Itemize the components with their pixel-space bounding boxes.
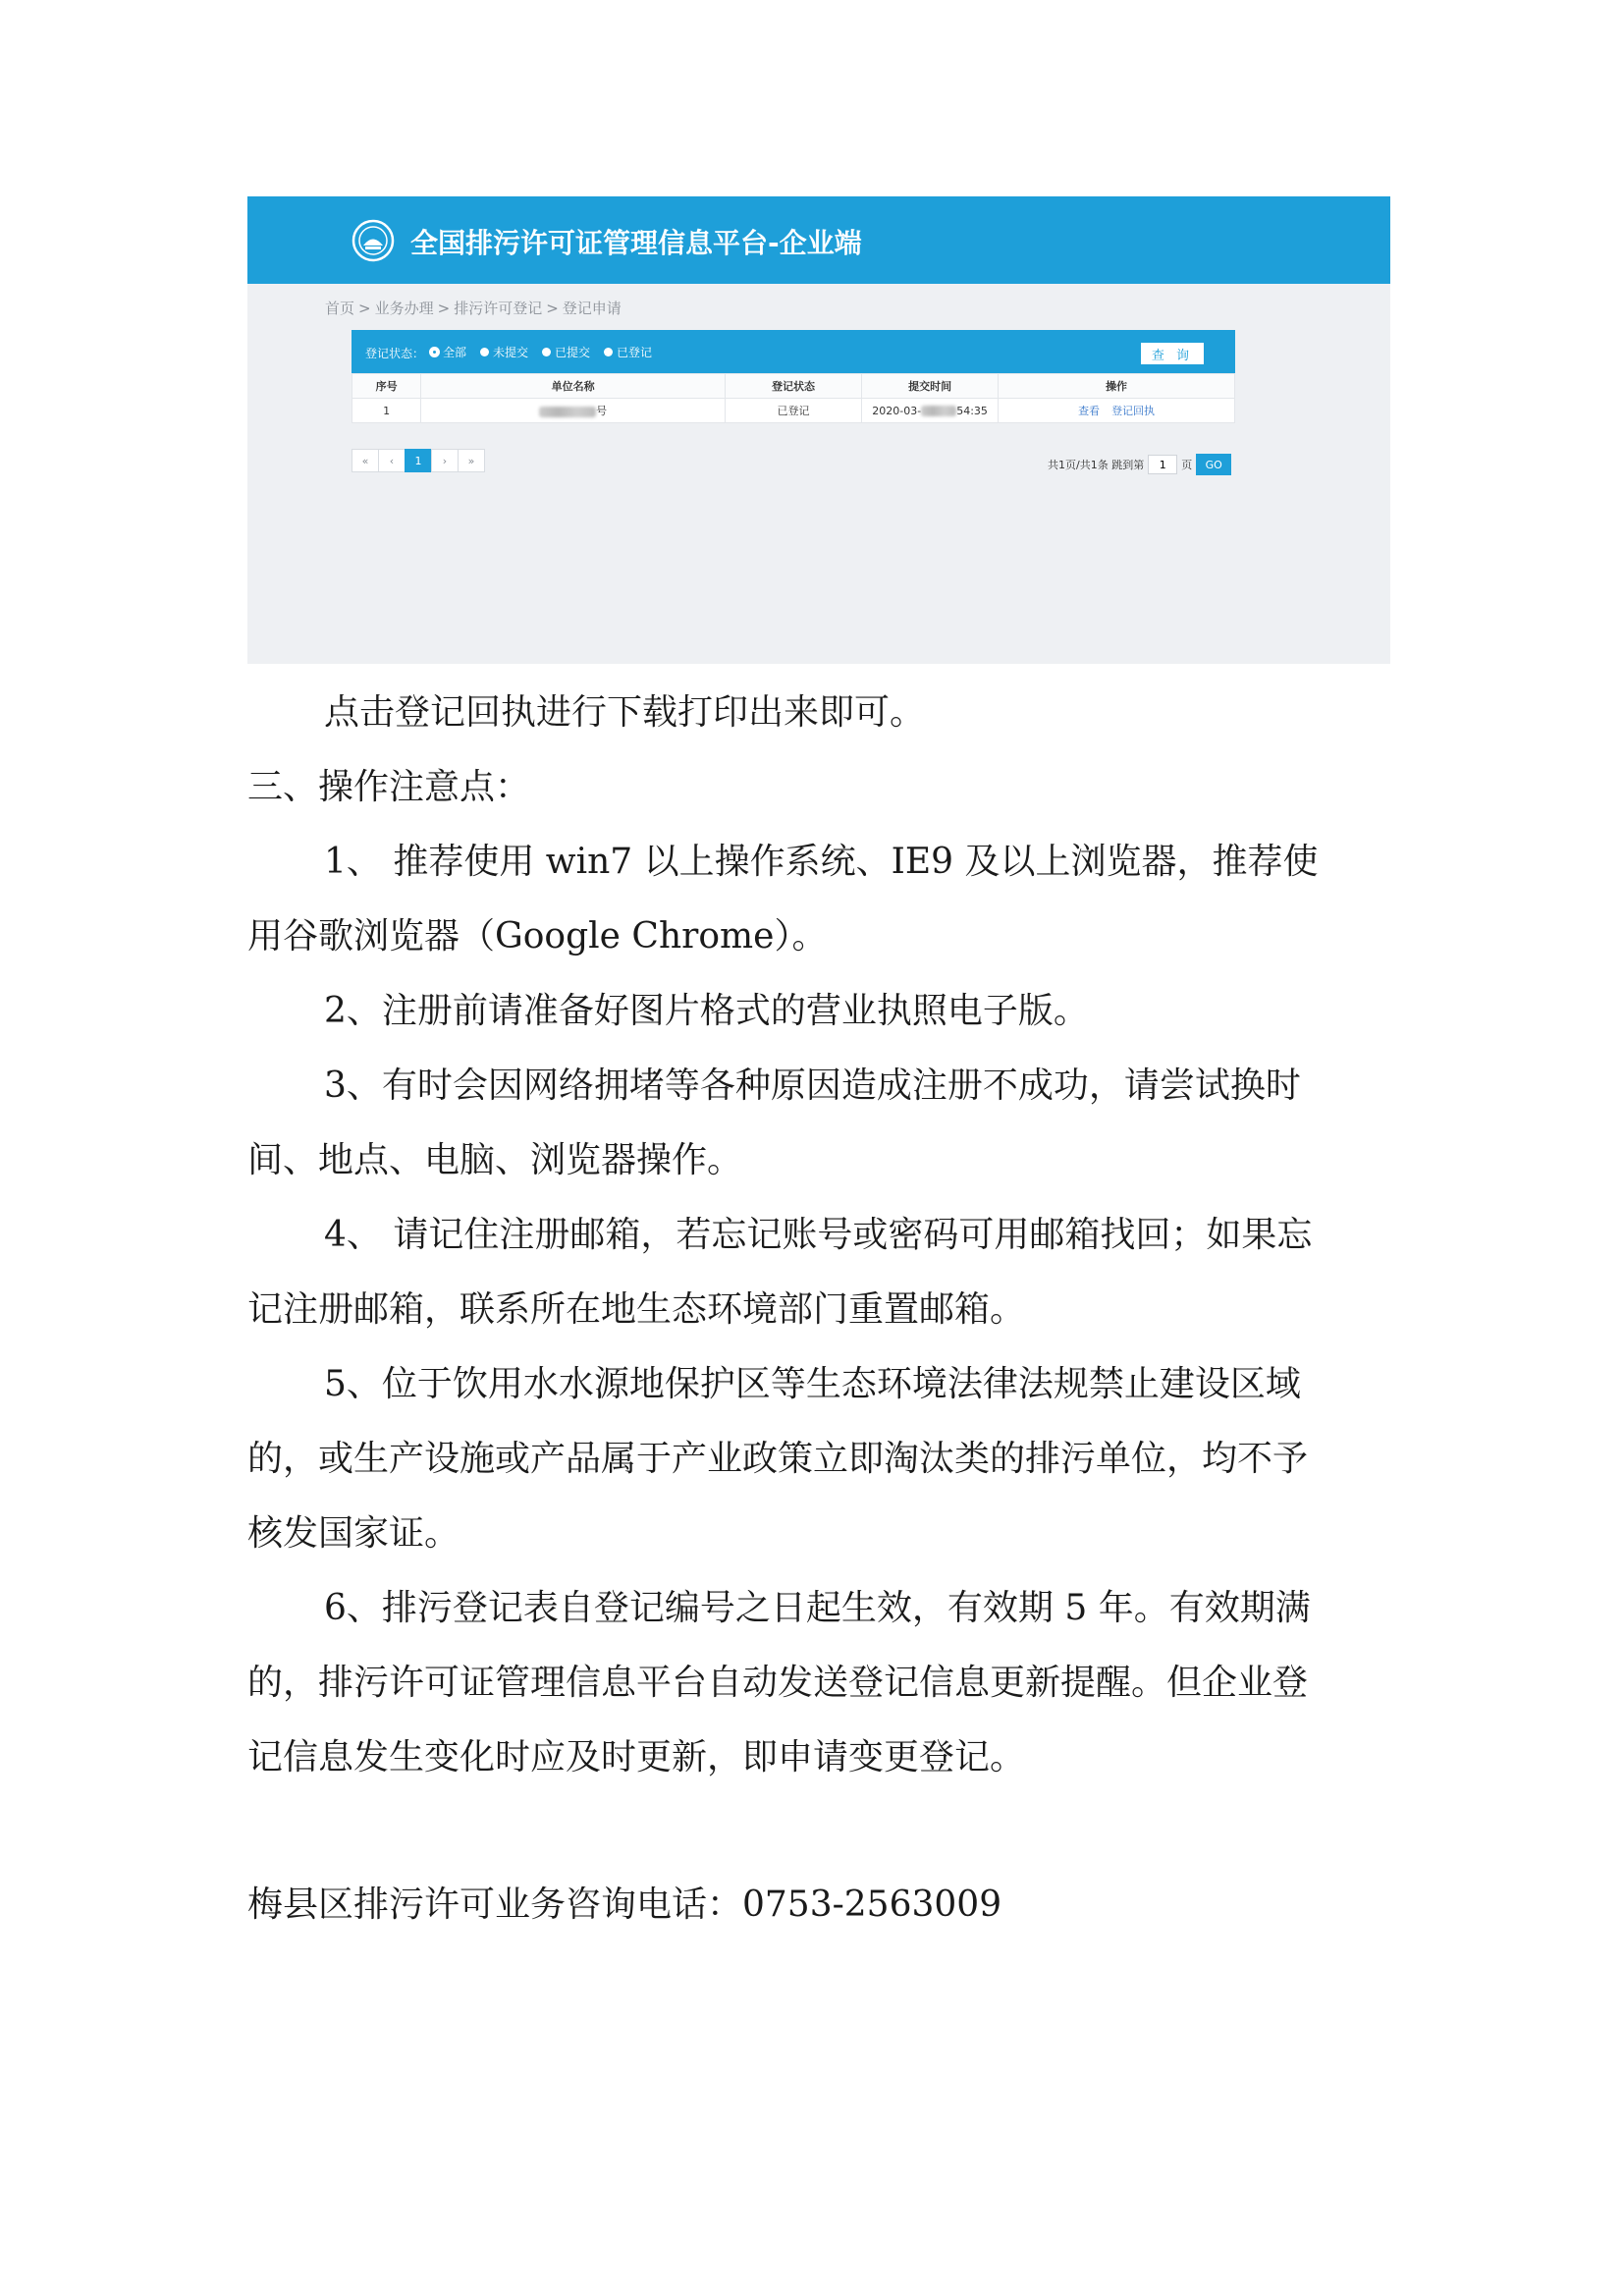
redacted-text <box>921 406 956 416</box>
note-6-line-2: 的，排污许可证管理信息平台自动发送登记信息更新提醒。但企业登 <box>247 1663 1309 1703</box>
note-item-3 <box>247 1049 1390 1198</box>
note-5-line-2: 的，或生产设施或产品属于产业政策立即淘汰类的排污单位，均不予 <box>247 1439 1309 1479</box>
radio-label: 未提交 <box>493 346 529 359</box>
radio-icon <box>480 348 489 356</box>
radio-checked-icon <box>430 348 439 356</box>
note-5-line-1: 5、位于饮用水水源地保护区等生态环境法律法规禁止建设区域 <box>324 1364 1301 1404</box>
note-3-line-1: 3、有时会因网络拥堵等各种原因造成注册不成功，请尝试换时 <box>324 1066 1301 1106</box>
contact-phone: 梅县区排污许可业务咨询电话：0753-2563009 <box>247 1885 1002 1925</box>
go-button[interactable]: GO <box>1196 454 1231 475</box>
last-page-button[interactable]: » <box>458 449 485 472</box>
registration-panel <box>352 330 1235 422</box>
view-link[interactable]: 查看 <box>1078 405 1101 417</box>
contact-line <box>247 1868 1390 1942</box>
first-page-button[interactable]: « <box>352 449 379 472</box>
page-number-input[interactable] <box>1148 455 1177 474</box>
cell-submit-time <box>862 399 999 423</box>
instruction-line <box>247 676 1467 750</box>
col-header-actions: 操作 <box>999 374 1235 399</box>
cell-status: 已登记 <box>725 399 861 423</box>
time-prefix: 2020-03- <box>872 404 922 417</box>
platform-screenshot <box>247 196 1390 664</box>
note-4-line-2: 记注册邮箱，联系所在地生态环境部门重置邮箱。 <box>247 1289 1026 1330</box>
breadcrumb-current: 登记申请 <box>562 300 622 317</box>
redacted-text <box>539 407 596 417</box>
next-page-button[interactable]: › <box>431 449 459 472</box>
breadcrumb: 首页 > 业务办理 > 排污许可登记 > 登记申请 <box>325 300 622 317</box>
cell-actions <box>999 399 1235 423</box>
table-row <box>352 399 1235 423</box>
page-1-button[interactable]: 1 <box>405 449 432 472</box>
table-header-row <box>352 374 1235 399</box>
col-header-submit-time: 提交时间 <box>862 374 999 399</box>
pagination <box>352 449 484 472</box>
col-header-status: 登记状态 <box>725 374 861 399</box>
breadcrumb-registration[interactable]: 排污许可登记 <box>454 300 543 317</box>
radio-registered[interactable] <box>604 344 652 360</box>
note-item-4 <box>247 1198 1390 1347</box>
page-jump <box>1048 454 1231 475</box>
radio-submitted[interactable] <box>542 344 590 360</box>
download-instruction: 点击登记回执进行下载打印出来即可。 <box>324 692 926 733</box>
filter-label: 登记状态： <box>365 347 425 360</box>
status-radio-group <box>430 344 652 360</box>
note-4-line-1: 4、 请记住注册邮箱，若忘记账号或密码可用邮箱找回；如果忘 <box>324 1215 1313 1255</box>
unit-name-suffix: 号 <box>596 405 608 417</box>
cell-index: 1 <box>352 399 421 423</box>
note-item-1 <box>247 825 1390 974</box>
radio-icon <box>542 348 551 356</box>
col-header-index: 序号 <box>352 374 421 399</box>
note-1-line-1: 1、 推荐使用 win7 以上操作系统、IE9 及以上浏览器，推荐使 <box>324 842 1319 882</box>
note-5-line-3: 核发国家证。 <box>247 1513 460 1554</box>
radio-icon <box>604 348 613 356</box>
breadcrumb-home[interactable]: 首页 <box>325 300 355 317</box>
note-item-6 <box>247 1571 1390 1795</box>
radio-unsubmitted[interactable] <box>480 344 528 360</box>
note-1-line-2: 用谷歌浏览器（Google Chrome）。 <box>247 916 828 957</box>
time-suffix: 54:35 <box>956 404 988 417</box>
note-item-5 <box>247 1347 1390 1571</box>
platform-header <box>247 196 1390 284</box>
note-item-2 <box>247 974 1390 1049</box>
radio-label: 已登记 <box>617 346 653 359</box>
receipt-link[interactable]: 登记回执 <box>1111 405 1156 417</box>
col-header-unit-name: 单位名称 <box>421 374 726 399</box>
registration-table <box>352 373 1235 423</box>
notes-heading: 三、操作注意点： <box>247 767 531 807</box>
radio-label: 已提交 <box>555 346 591 359</box>
note-3-line-2: 间、地点、电脑、浏览器操作。 <box>247 1140 743 1180</box>
cell-unit-name <box>421 399 726 423</box>
note-6-line-3: 记信息发生变化时应及时更新，即申请变更登记。 <box>247 1737 1026 1777</box>
note-2-line-1: 2、注册前请准备好图片格式的营业执照电子版。 <box>324 991 1089 1031</box>
prev-page-button[interactable]: ‹ <box>378 449 406 472</box>
note-6-line-1: 6、排污登记表自登记编号之日起生效，有效期 5 年。有效期满 <box>324 1588 1311 1628</box>
section-heading <box>247 750 1390 825</box>
emblem-logo-icon <box>352 219 395 262</box>
breadcrumb-business[interactable]: 业务办理 <box>374 300 434 317</box>
page-unit: 页 <box>1181 459 1193 471</box>
query-button[interactable]: 查 询 <box>1141 343 1204 364</box>
page-summary: 共1页/共1条 跳到第 <box>1048 459 1145 471</box>
radio-all[interactable] <box>430 344 466 360</box>
radio-label: 全部 <box>443 346 467 359</box>
platform-title: 全国排污许可证管理信息平台-企业端 <box>410 227 862 259</box>
filter-bar <box>352 330 1235 373</box>
